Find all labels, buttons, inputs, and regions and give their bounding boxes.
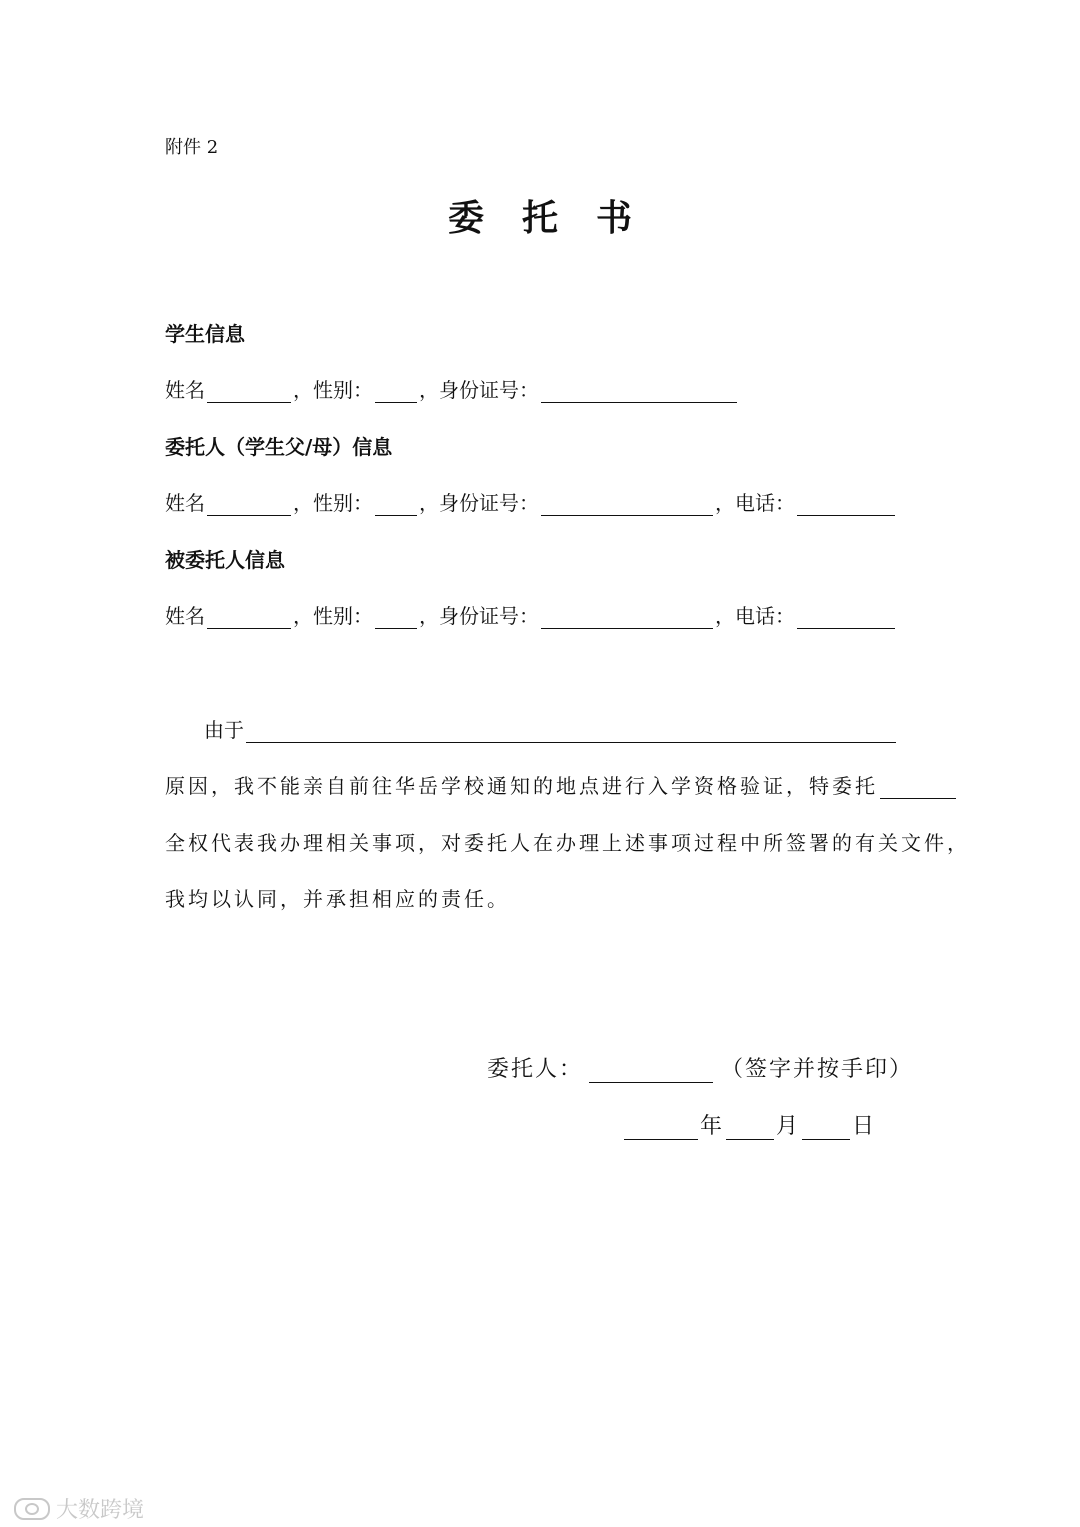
reason-prefix: 由于 xyxy=(204,718,244,742)
delegator-phone-field[interactable] xyxy=(797,495,895,516)
delegator-gender-field[interactable] xyxy=(375,495,417,516)
year-label: 年 xyxy=(700,1114,725,1139)
delegator-gender-label: ，性别： xyxy=(293,491,373,515)
year-field[interactable] xyxy=(624,1117,698,1140)
delegator-name-label: 姓名 xyxy=(165,491,205,515)
signature-note: （签字并按手印） xyxy=(721,1057,914,1082)
delegator-name-field[interactable] xyxy=(207,495,291,516)
body-line-1-text: 原因，我不能亲自前往华岳学校通知的地点进行入学资格验证，特委托 xyxy=(165,774,878,798)
delegate-name-field[interactable] xyxy=(207,608,291,629)
month-label: 月 xyxy=(776,1114,801,1139)
body-line-3: 我均以认同，并承担相应的责任。 xyxy=(165,887,510,911)
student-gender-label: ，性别： xyxy=(293,378,373,402)
delegate-name-inline-field[interactable] xyxy=(880,778,956,799)
watermark-text: 大数跨境 xyxy=(56,1498,145,1523)
signature-label: 委托人： xyxy=(487,1057,584,1082)
student-info-row xyxy=(165,374,739,403)
delegate-name-label: 姓名 xyxy=(165,604,205,628)
month-field[interactable] xyxy=(726,1117,774,1140)
delegate-section-heading: 被委托人信息 xyxy=(165,548,285,572)
reason-row xyxy=(204,714,898,743)
delegator-section-heading: 委托人（学生父/母）信息 xyxy=(165,435,393,459)
signature-row xyxy=(487,1052,913,1083)
delegate-id-field[interactable] xyxy=(541,608,713,629)
delegator-id-field[interactable] xyxy=(541,495,713,516)
delegator-info-row xyxy=(165,487,897,516)
document-title: 委托书 xyxy=(447,198,670,239)
body-line-2: 全权代表我办理相关事项，对委托人在办理上述事项过程中所签署的有关文件， xyxy=(165,831,970,855)
day-field[interactable] xyxy=(802,1117,850,1140)
delegate-phone-label: ，电话： xyxy=(715,604,795,628)
student-id-field[interactable] xyxy=(541,382,737,403)
student-id-label: ，身份证号： xyxy=(419,378,539,402)
delegate-gender-label: ，性别： xyxy=(293,604,373,628)
delegate-phone-field[interactable] xyxy=(797,608,895,629)
reason-field[interactable] xyxy=(246,722,896,743)
logo-icon xyxy=(14,1498,50,1520)
body-line-1 xyxy=(165,770,958,799)
delegator-phone-label: ，电话： xyxy=(715,491,795,515)
date-row xyxy=(622,1109,876,1140)
student-section-heading: 学生信息 xyxy=(165,322,245,346)
student-gender-field[interactable] xyxy=(375,382,417,403)
delegate-gender-field[interactable] xyxy=(375,608,417,629)
student-name-label: 姓名 xyxy=(165,378,205,402)
attachment-label: 附件 2 xyxy=(165,137,219,158)
student-name-field[interactable] xyxy=(207,382,291,403)
signature-field[interactable] xyxy=(589,1060,713,1083)
delegate-id-label: ，身份证号： xyxy=(419,604,539,628)
delegator-id-label: ，身份证号： xyxy=(419,491,539,515)
watermark xyxy=(14,1493,144,1524)
delegate-info-row xyxy=(165,600,897,629)
day-label: 日 xyxy=(852,1114,877,1139)
